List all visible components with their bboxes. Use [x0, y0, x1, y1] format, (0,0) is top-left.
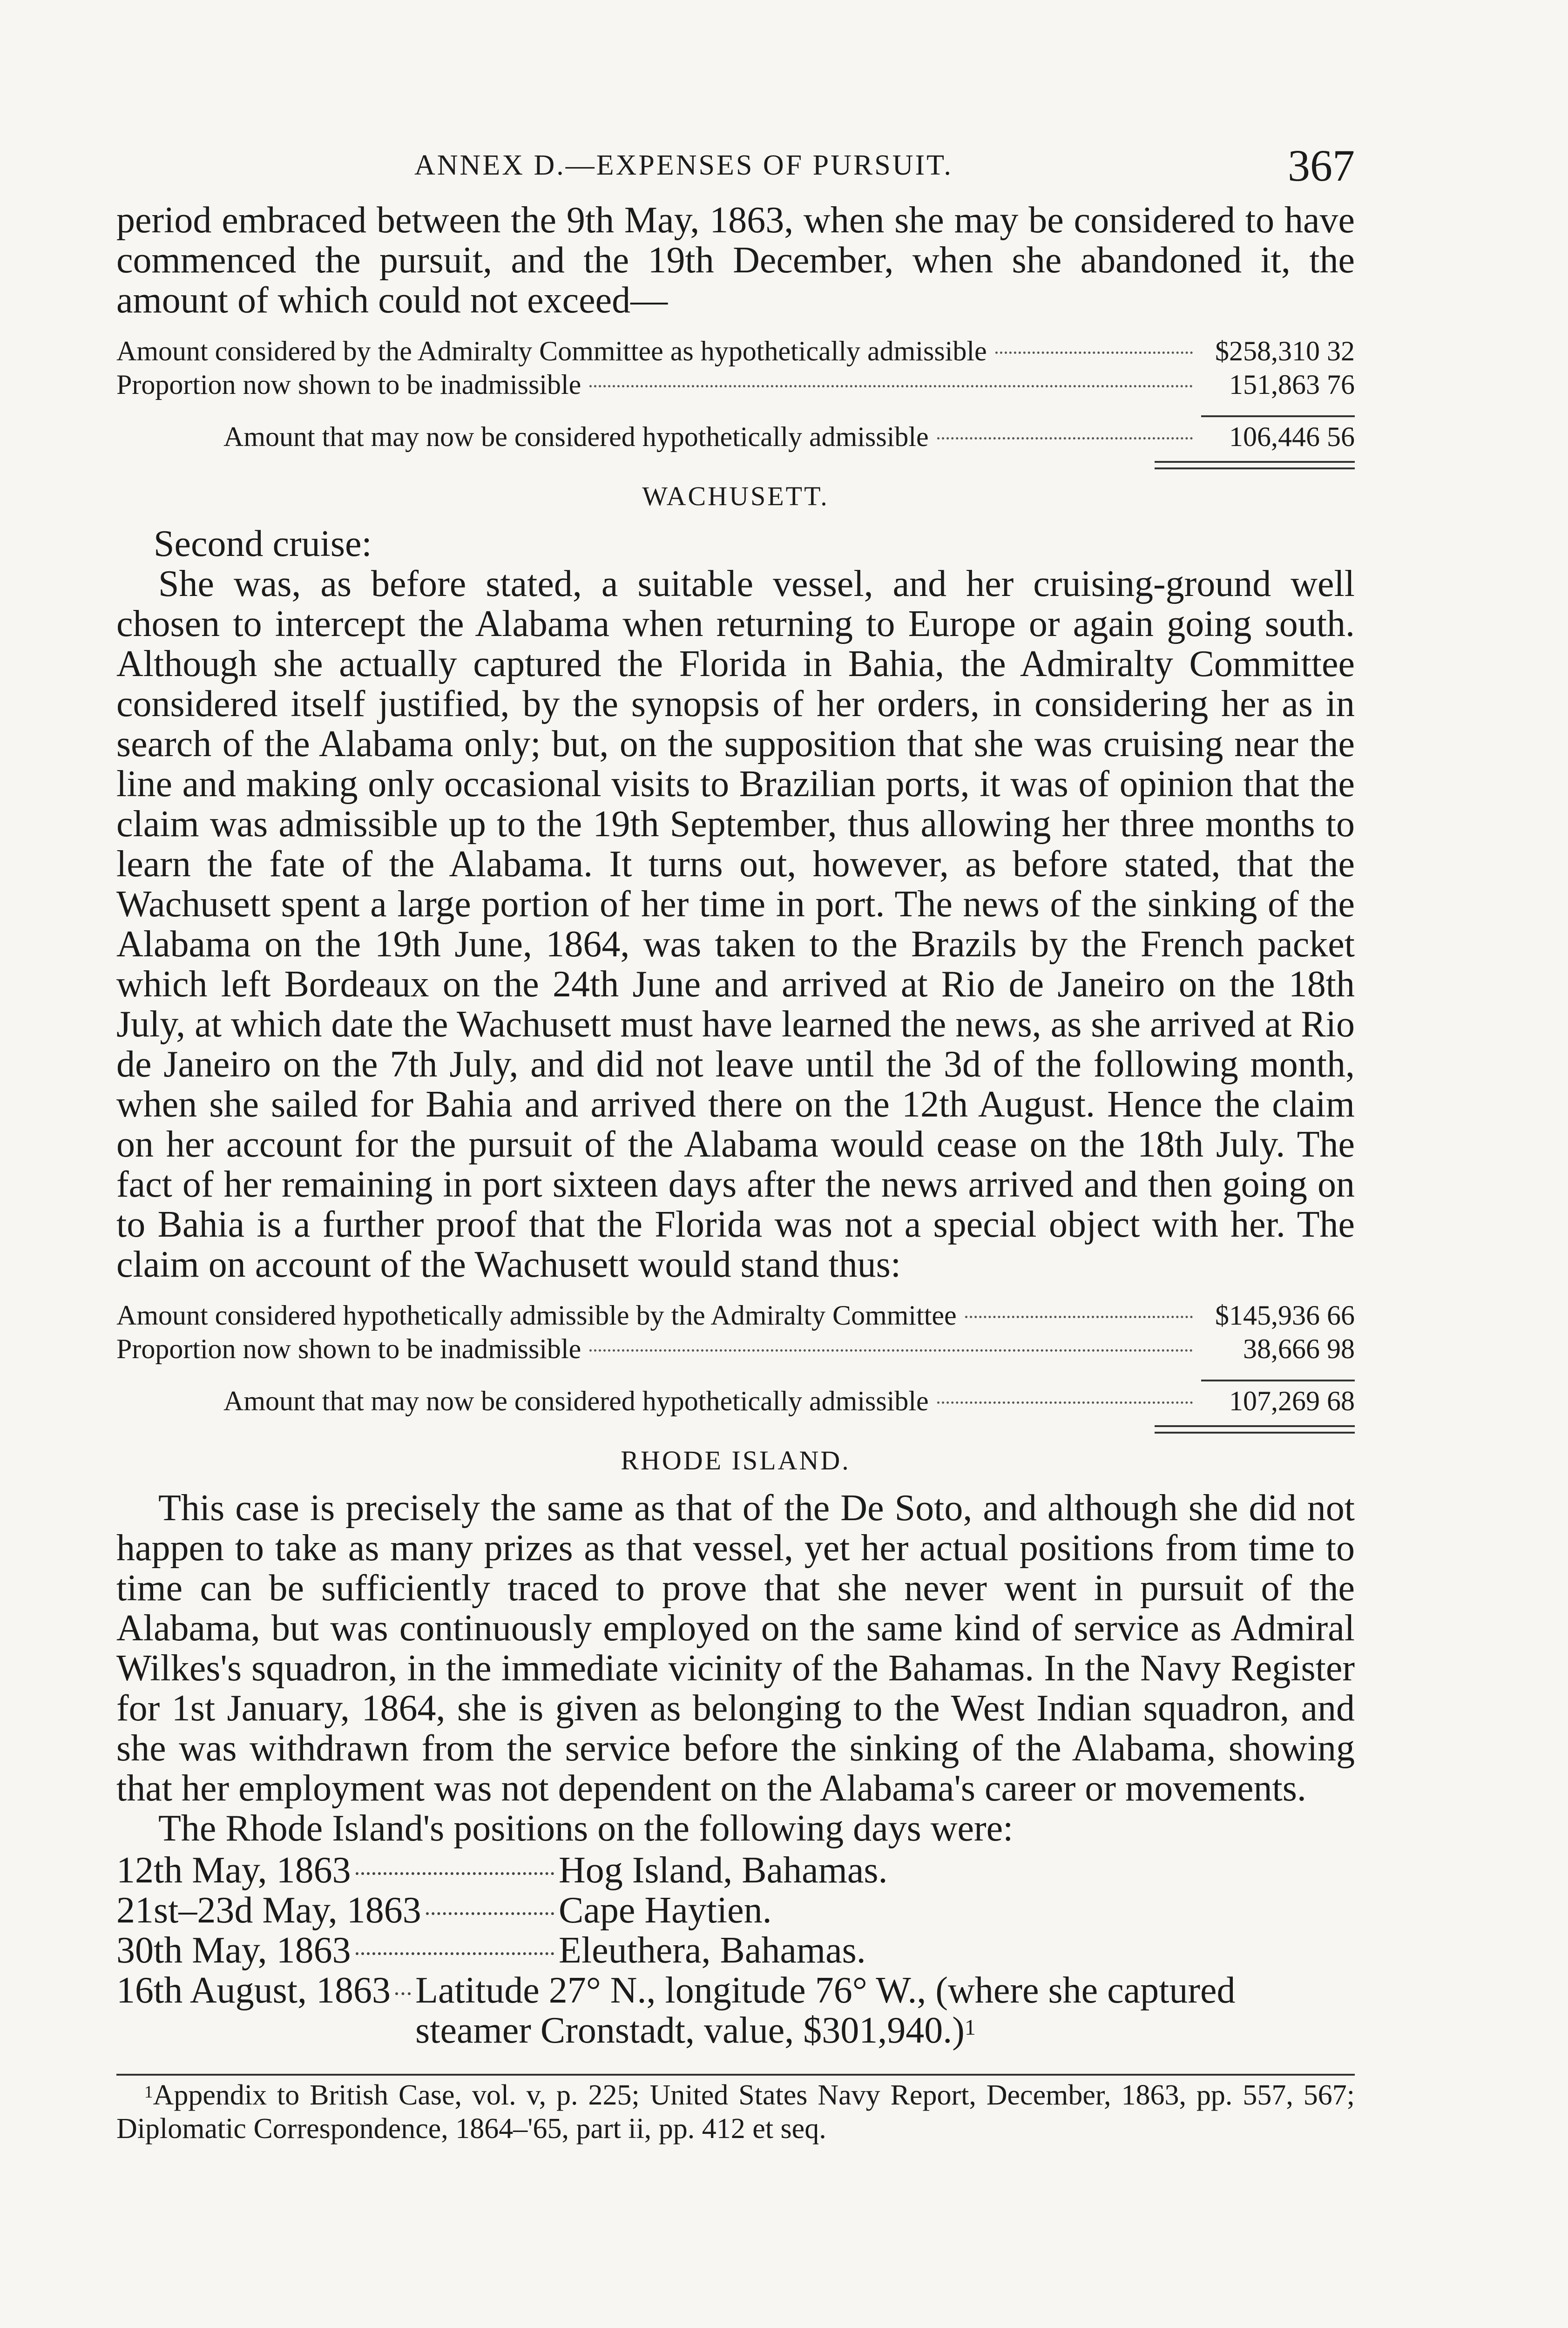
expense-row	[116, 1299, 1355, 1332]
dot-leader	[356, 1872, 554, 1875]
footnote-reference: 1	[964, 2015, 976, 2040]
expense-amount: 151,863 76	[1229, 369, 1355, 400]
document-page	[116, 140, 1355, 2145]
running-title: ANNEX D.—EXPENSES OF PURSUIT.	[414, 149, 953, 181]
double-rule	[1155, 461, 1355, 469]
position-date: 30th May, 1863	[116, 1930, 351, 1971]
position-row	[116, 1890, 1355, 1930]
rhode-island-paragraph: This case is precisely the same as that of the De Soto, and although she did not happen to take as many prizes as that vessel, yet her actual positions from time to time can be sufficiently traced to prove that she never went in pursuit of the Alabama, but was continuously employed on the same kind of service as Admiral Wilkes's squadron, in the immediate vicinity of the Bahamas. In the Navy Register for 1st January, 1864, she is given as belonging to the West Indian squadron, and she was withdrawn from the service before the sinking of the Alabama, showing that her employment was not dependent on the Alabama's career or movements.	[116, 1488, 1355, 1809]
running-header	[116, 140, 1355, 200]
expense-label: Amount considered hypothetically admissible by the Admiralty Committee	[116, 1300, 957, 1331]
total-label: Amount that may now be considered hypothetically admissible	[223, 421, 929, 452]
position-date: 21st–23d May, 1863	[116, 1890, 421, 1931]
position-place: Cape Haytien.	[559, 1890, 772, 1931]
dot-leader	[395, 1992, 411, 1995]
expense-row	[116, 368, 1355, 401]
position-place-text: Latitude 27° N., longitude 76° W., (where she captured steamer Cronstadt, value, $301,940.)	[415, 1970, 1236, 2051]
dot-leader	[426, 1912, 554, 1915]
expense-total-row	[116, 1380, 1355, 1418]
expense-total-row	[116, 415, 1355, 453]
footnote	[116, 2078, 1355, 2145]
positions-intro: The Rhode Island's positions on the following days were:	[158, 1808, 1014, 1849]
position-date: 12th May, 1863	[116, 1850, 351, 1891]
footnote-text: Appendix to British Case, vol. v, p. 225; United States Navy Report, December, 1863, pp. 557, 567; Diplomatic Correspondence, 1864–'65, part ii, pp. 412 et seq.	[116, 2079, 1355, 2145]
total-label: Amount that may now be considered hypothetically admissible	[223, 1386, 929, 1416]
position-row	[116, 1850, 1355, 1890]
dot-leader	[356, 1952, 554, 1955]
dot-leader	[937, 437, 1193, 440]
dot-leader	[965, 1316, 1193, 1318]
dot-leader	[995, 352, 1193, 354]
expense-row	[116, 1332, 1355, 1366]
total-amount: 106,446 56	[1201, 415, 1355, 453]
expense-label: Proportion now shown to be inadmissible	[116, 1333, 581, 1364]
expense-row	[116, 334, 1355, 368]
expense-table-1	[116, 334, 1355, 469]
dot-leader	[589, 385, 1193, 387]
position-place: Hog Island, Bahamas.	[559, 1850, 888, 1891]
continued-paragraph: period embraced between the 9th May, 1863, when she may be considered to have commenced the pursuit, and the 19th December, when she abandoned it, the amount of which could not exceed—	[116, 200, 1355, 321]
page-number: 367	[1288, 141, 1355, 190]
section-heading-wachusett: WACHUSETT.	[642, 481, 829, 511]
double-rule	[1155, 1425, 1355, 1434]
position-row	[116, 1930, 1355, 1970]
positions-list	[116, 1850, 1355, 2051]
subheading-second-cruise: Second cruise:	[154, 523, 372, 564]
wachusett-paragraph: She was, as before stated, a suitable vessel, and her cruising-ground well chosen to intercept the Alabama when returning to Europe or again going south. Although she actually captured the Florida in Bahia, the Admiralty Committee considered itself justified, by the synopsis of her orders, in considering her as in search of the Alabama only; but, on the supposition that she was cruising near the line and making only occasional visits to Brazilian ports, it was of opinion that the claim was admissible up to the 19th September, thus allowing her three months to learn the fate of the Alabama. It turns out, however, as before stated, that the Wachusett spent a large portion of her time in port. The news of the sinking of the Alabama on the 19th June, 1864, was taken to the Brazils by the French packet which left Bordeaux on the 24th June and arrived at Rio de Janeiro on the 18th July, at which date the Wachusett must have learned the news, as she arrived at Rio de Janeiro on the 7th July, and did not leave until the 3d of the following month, when she sailed for Bahia and arrived there on the 12th August. Hence the claim on her account for the pursuit of the Alabama would cease on the 18th July. The fact of her remaining in port sixteen days after the news arrived and then going on to Bahia is a further proof that the Florida was not a special object with her. The claim on account of the Wachusett would stand thus:	[116, 563, 1355, 1285]
expense-label: Amount considered by the Admiralty Committee as hypothetically admissible	[116, 336, 987, 366]
footnotes	[116, 2074, 1355, 2145]
position-place	[415, 1970, 1355, 2051]
expense-amount: $145,936 66	[1215, 1300, 1355, 1331]
total-amount: 107,269 68	[1201, 1380, 1355, 1418]
position-row	[116, 1970, 1355, 2051]
expense-table-2	[116, 1299, 1355, 1434]
position-place: Eleuthera, Bahamas.	[559, 1930, 866, 1971]
position-date: 16th August, 1863	[116, 1970, 391, 2011]
expense-amount: $258,310 32	[1215, 336, 1355, 366]
dot-leader	[937, 1401, 1193, 1404]
section-heading-rhode-island: RHODE ISLAND.	[621, 1445, 851, 1475]
expense-label: Proportion now shown to be inadmissible	[116, 369, 581, 400]
footnote-mark: 1	[144, 2083, 153, 2102]
expense-amount: 38,666 98	[1243, 1333, 1355, 1364]
dot-leader	[589, 1349, 1193, 1352]
